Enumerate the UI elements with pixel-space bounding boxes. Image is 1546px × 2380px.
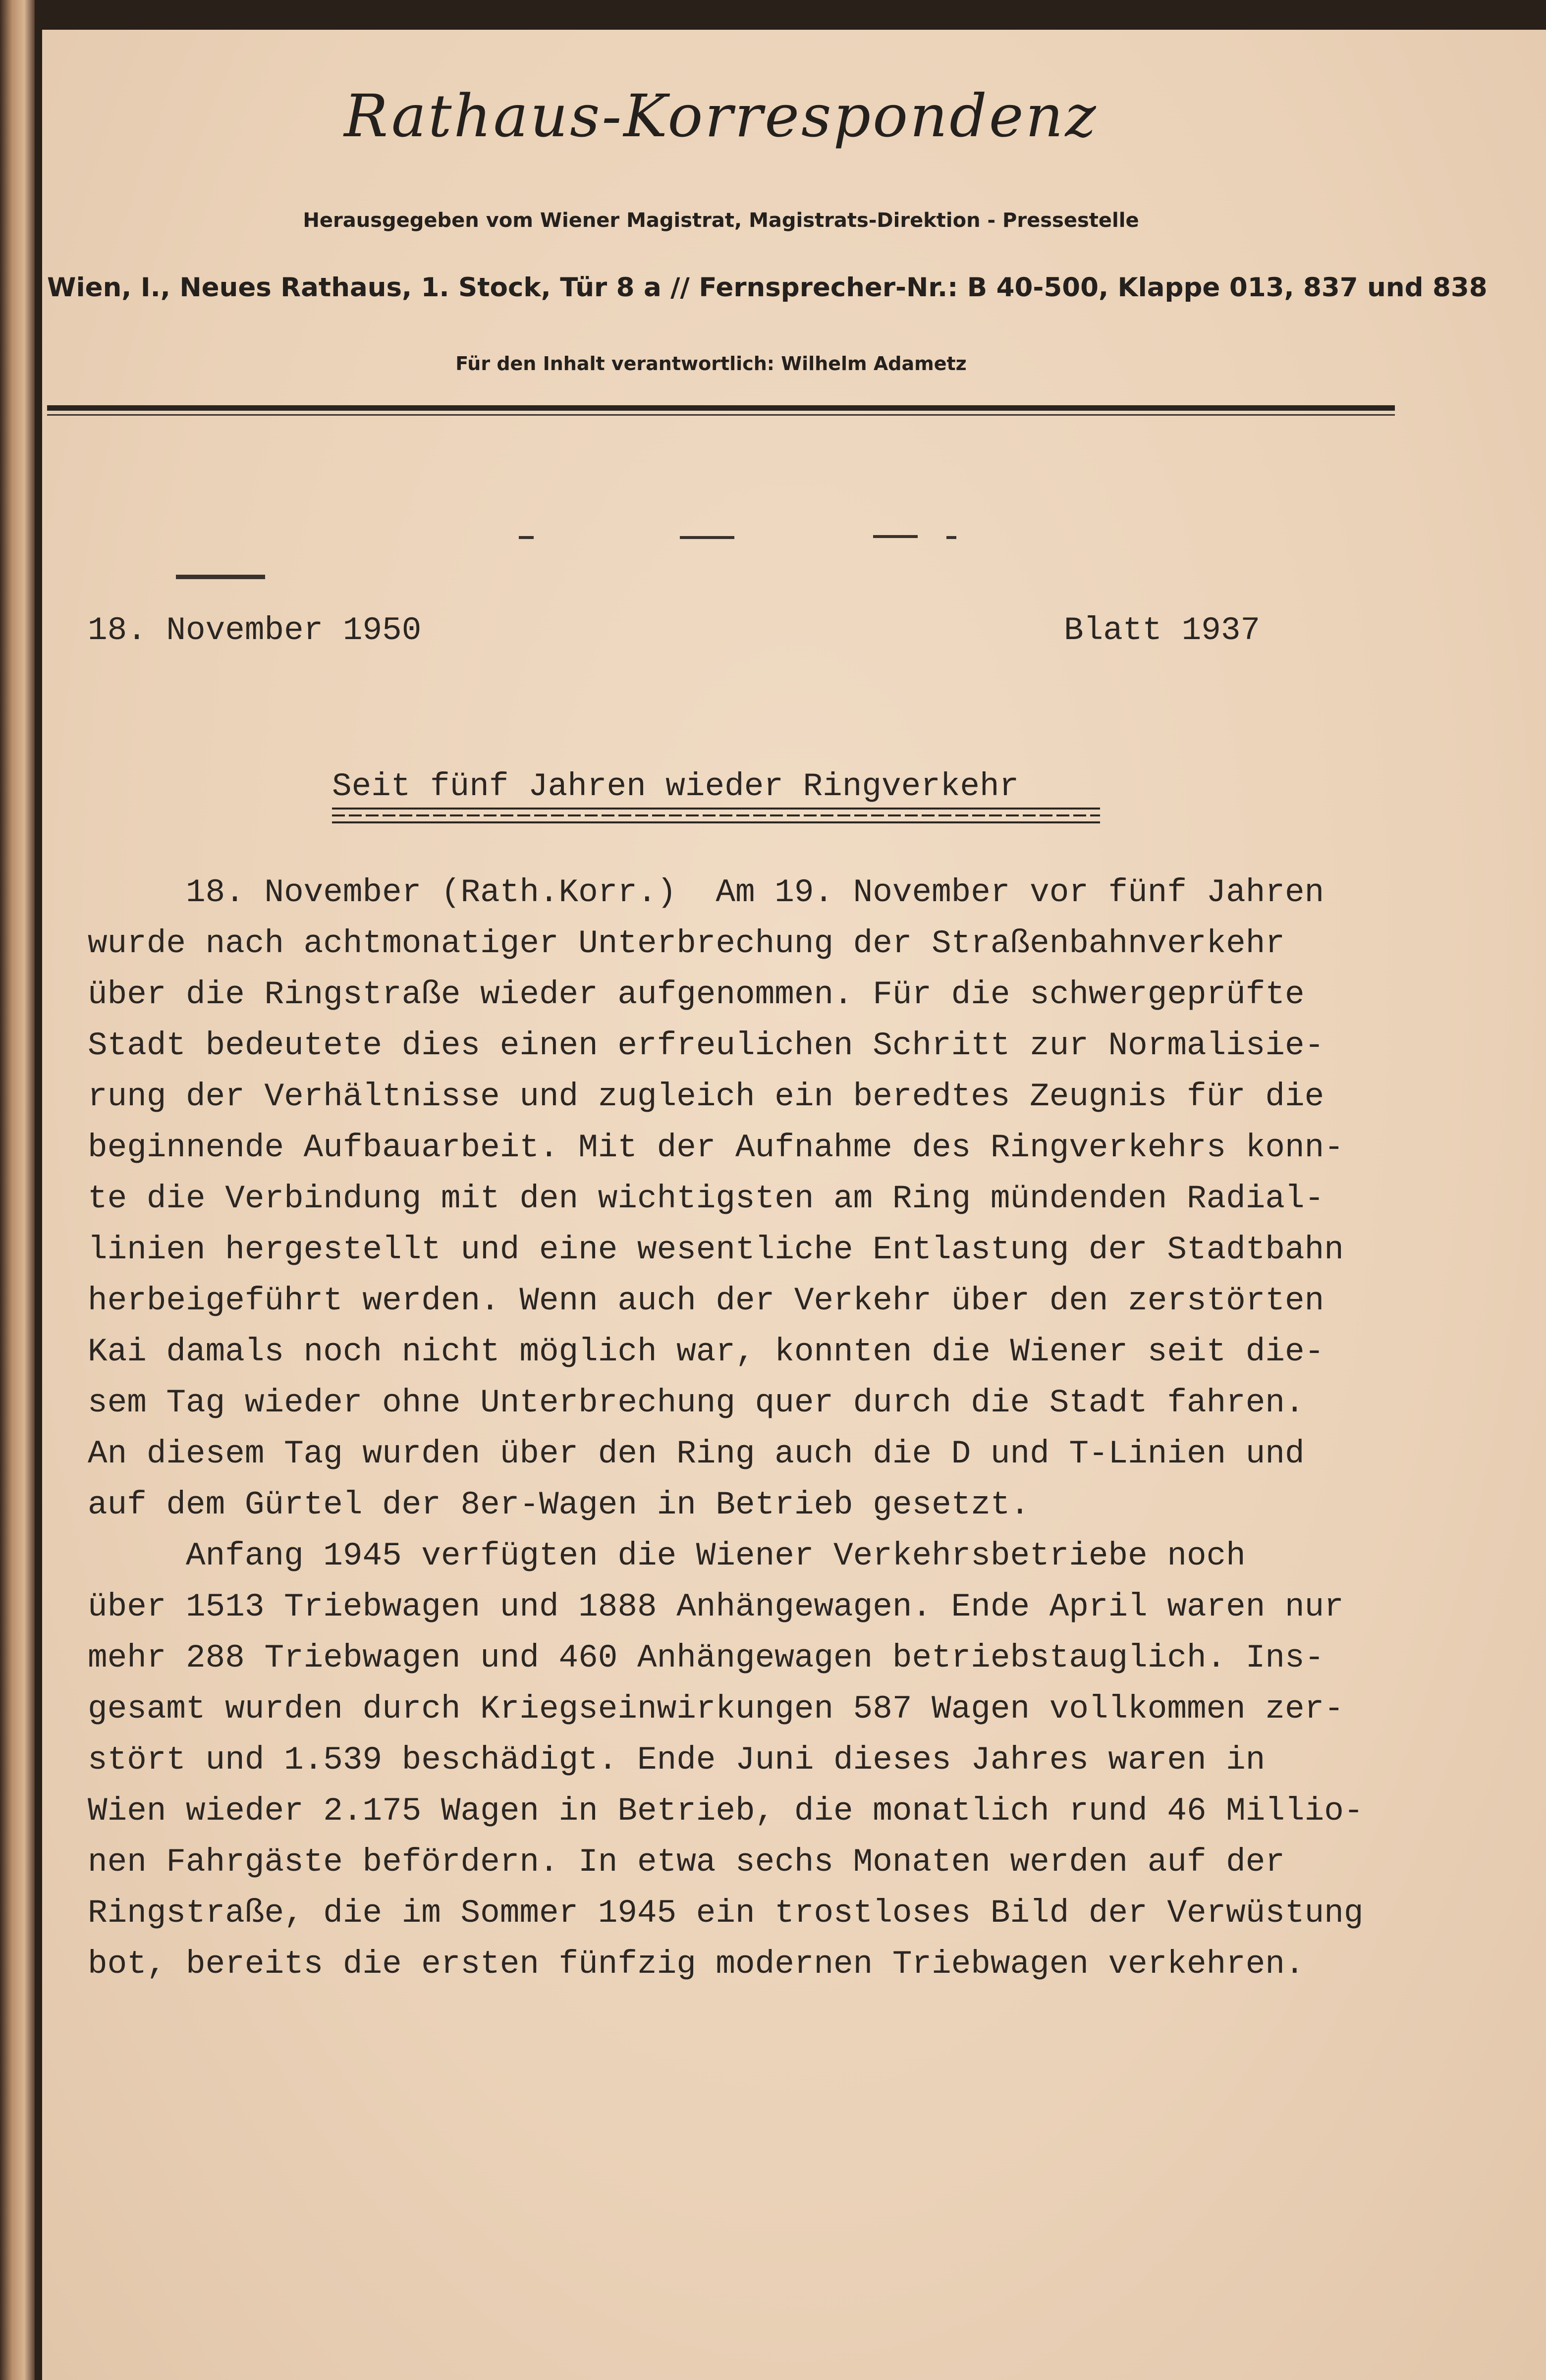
body-line: te die Verbindung mit den wichtigsten am Ring mündenden Radial- [88,1180,1325,1217]
separator-dash [946,536,956,539]
body-line: auf dem Gürtel der 8er-Wagen in Betrieb gesetzt. [88,1486,1030,1523]
body-line: Stadt bedeutete dies einen erfreulichen Schritt zur Normalisie- [88,1027,1325,1064]
body-line: nen Fahrgäste befördern. In etwa sechs Monaten werden auf der [88,1843,1285,1881]
body-line: linien hergestellt und eine wesentliche Entlastung der Stadtbahn [88,1231,1344,1268]
body-line: bot, bereits die ersten fünfzig modernen Triebwagen verkehren. [88,1946,1305,1983]
body-line: herbeigeführt werden. Wenn auch der Verkehr über den zerstörten [88,1282,1325,1319]
body-line: Kai damals noch nicht möglich war, konnten die Wiener seit die- [88,1333,1325,1370]
article-heading: Seit fünf Jahren wieder Ringverkehr [332,768,1019,805]
article-body [88,867,1455,1990]
body-line: sem Tag wieder ohne Unterbrechung quer durch die Stadt fahren. [88,1384,1305,1421]
heading-underline [332,808,1100,823]
body-line: Ringstraße, die im Sommer 1945 ein trostloses Bild der Verwüstung [88,1894,1364,1932]
body-line: Anfang 1945 verfügten die Wiener Verkehrsbetriebe noch [88,1537,1246,1574]
separator-dash [680,536,734,539]
body-line: beginnende Aufbauarbeit. Mit der Aufnahme des Ringverkehrs konn- [88,1129,1344,1166]
body-line: wurde nach achtmonatiger Unterbrechung der Straßenbahnverkehr [88,925,1285,962]
previous-page-edge [0,0,35,2380]
header-rule-thin [47,414,1395,416]
publisher-line: Herausgegeben vom Wiener Magistrat, Magistrats-Direktion - Pressestelle [303,209,1139,232]
responsible-line: Für den Inhalt verantwortlich: Wilhelm Adametz [455,353,967,375]
body-line: über 1513 Triebwagen und 1888 Anhängewagen. Ende April waren nur [88,1588,1344,1625]
body-line: stört und 1.539 beschädigt. Ende Juni dieses Jahres waren in [88,1741,1266,1779]
document-date: 18. November 1950 [88,612,422,649]
separator-dash [519,536,534,539]
masthead-title: Rathaus-Korrespondenz [344,82,1098,150]
body-line: gesamt wurden durch Kriegseinwirkungen 587 Wagen vollkommen zer- [88,1690,1344,1728]
body-line: rung der Verhältnisse und zugleich ein beredtes Zeugnis für die [88,1078,1325,1115]
address-line: Wien, I., Neues Rathaus, 1. Stock, Tür 8 a // Fernsprecher-Nr.: B 40-500, Klappe 013, 837 und 838 [47,272,1488,303]
body-line: 18. November (Rath.Korr.) Am 19. November vor fünf Jahren [88,874,1325,911]
date-stroke-mark [176,575,265,579]
body-line: An diesem Tag wurden über den Ring auch die D und T-Linien und [88,1435,1305,1472]
sheet-number: Blatt 1937 [1064,612,1261,649]
header-rule [47,405,1395,411]
body-line: über die Ringstraße wieder aufgenommen. Für die schwergeprüfte [88,976,1305,1013]
body-line: mehr 288 Triebwagen und 460 Anhängewagen betriebstauglich. Ins- [88,1639,1325,1677]
separator-dash [873,535,918,538]
document-page [42,30,1546,2380]
body-line: Wien wieder 2.175 Wagen in Betrieb, die monatlich rund 46 Millio- [88,1792,1364,1830]
